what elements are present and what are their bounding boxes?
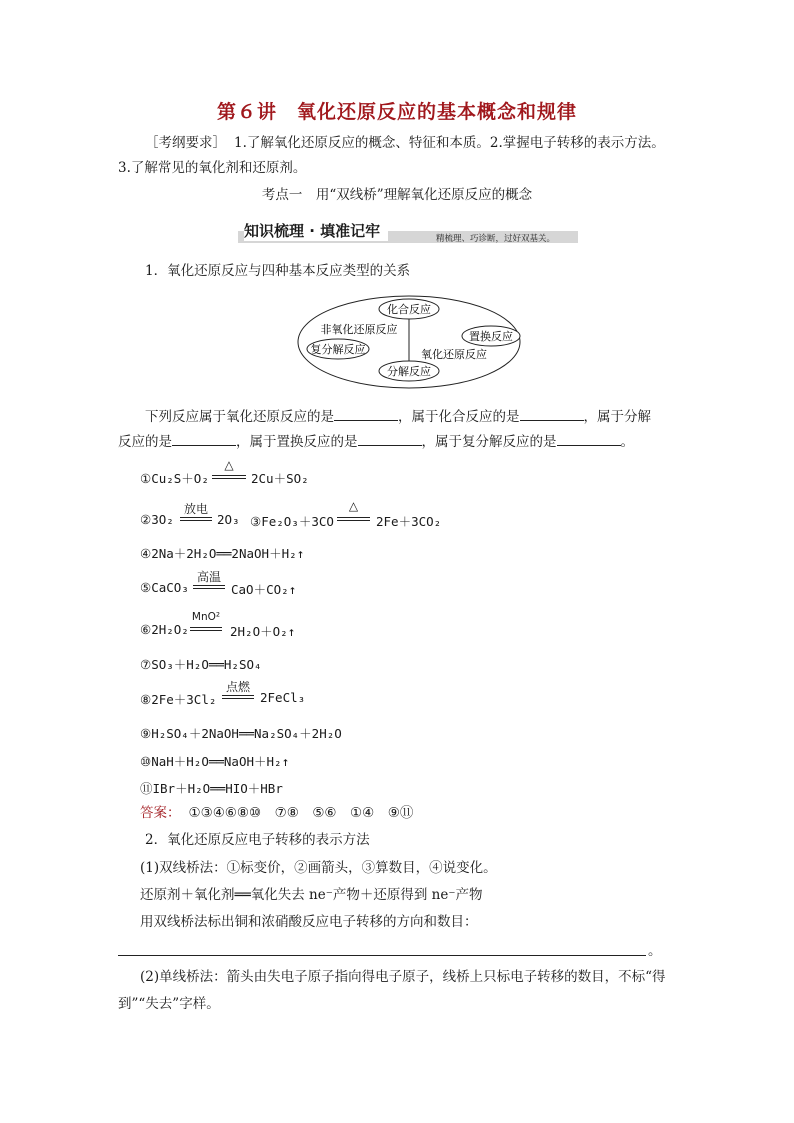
label-non-redox: 非氧化还原反应 <box>320 323 398 336</box>
reaction-1-lhs: ①Cu₂S＋O₂ <box>140 471 209 486</box>
label-redox: 氧化还原反应 <box>421 348 487 361</box>
reaction-2-rhs: 2O₃ <box>217 512 240 527</box>
section-title: 知识梳理 · 填准记牢 <box>244 220 388 241</box>
reaction-8-lhs: ⑧2Fe＋3Cl₂ <box>140 692 217 707</box>
answer-label: 答案： <box>140 805 181 821</box>
reaction-6-condition: MnO² <box>191 611 221 623</box>
label-double-decomposition: 复分解反应 <box>310 343 366 356</box>
reaction-3-condition: △ <box>348 499 359 513</box>
label-displacement: 置换反应 <box>469 330 513 343</box>
question-text-7: 。 <box>620 434 634 450</box>
blank-displacement[interactable] <box>358 431 422 446</box>
question-text-5: ，属于置换反应的是 <box>236 434 358 450</box>
reaction-5-rhs: CaO＋CO₂↑ <box>231 582 297 597</box>
answer-line[interactable] <box>118 955 646 956</box>
syllabus-label: ［考纲要求］ <box>145 135 226 151</box>
reaction-2-lhs: ②3O₂ <box>140 512 174 527</box>
answer-text: ①③④⑥⑧⑩ ⑦⑧ ⑤⑥ ①④ ⑨⑪ <box>188 805 414 821</box>
blank-redox[interactable] <box>334 406 398 421</box>
topic-heading: 考点一 用“双线桥”理解氧化还原反应的概念 <box>261 187 533 203</box>
syllabus-line-1: 1.了解氧化还原反应的概念、特征和本质。2.掌握电子转移的表示方法。 <box>234 135 665 151</box>
s2-end-mark: 。 <box>648 943 662 959</box>
reaction-9: ⑨H₂SO₄＋2NaOH══Na₂SO₄＋2H₂O <box>140 726 342 741</box>
reaction-6-rhs: 2H₂O＋O₂↑ <box>230 624 296 639</box>
question-text-3: ，属于分解 <box>583 409 651 425</box>
blank-decomposition[interactable] <box>172 431 236 446</box>
reaction-1-equals <box>212 475 246 479</box>
reaction-7: ⑦SO₃＋H₂O══H₂SO₄ <box>140 657 262 672</box>
reaction-4: ④2Na＋2H₂O══2NaOH＋H₂↑ <box>140 546 305 561</box>
reaction-types-diagram <box>296 292 522 392</box>
section-note: 精梳理、巧诊断，过好双基关。 <box>436 234 556 244</box>
label-decomposition: 分解反应 <box>387 365 431 378</box>
label-combination: 化合反应 <box>387 303 431 316</box>
answer-row <box>140 803 413 823</box>
reaction-3-equals <box>337 517 370 521</box>
reaction-6-lhs: ⑥2H₂O₂ <box>140 622 189 637</box>
reaction-5-condition: 高温 <box>196 570 221 584</box>
s2-heading: 2．氧化还原反应电子转移的表示方法 <box>145 832 370 848</box>
reaction-11: ⑪IBr＋H₂O══HIO＋HBr <box>140 781 283 796</box>
reaction-3-rhs: 2Fe＋3CO₂ <box>376 514 442 529</box>
reaction-8-equals <box>222 695 254 699</box>
s2-method-1: (1)双线桥法：①标变价，②画箭头，③算数目，④说变化。 <box>140 860 497 876</box>
blank-combination[interactable] <box>520 406 584 421</box>
s1-heading: 1．氧化还原反应与四种基本反应类型的关系 <box>145 263 411 279</box>
page-title: 第６讲 氧化还原反应的基本概念和规律 <box>216 101 577 123</box>
reaction-10: ⑩NaH＋H₂O══NaOH＋H₂↑ <box>140 754 290 769</box>
syllabus-requirements <box>145 133 665 153</box>
blank-double-decomposition[interactable] <box>557 431 621 446</box>
s2-method-2-line-1: (2)单线桥法：箭头由失电子原子指向得电子原子，线桥上只标电子转移的数目，不标“得 <box>140 969 666 985</box>
question-line-1 <box>145 406 651 427</box>
reaction-5-equals <box>193 585 225 589</box>
question-text-2: ，属于化合反应的是 <box>398 409 520 425</box>
reaction-8-rhs: 2FeCl₃ <box>260 690 306 705</box>
reaction-2-equals <box>180 517 212 521</box>
s2-rule: 还原剂＋氧化剂══氧化失去 ne⁻产物＋还原得到 ne⁻产物 <box>140 887 483 903</box>
s2-method-2-line-2: 到”“失去”字样。 <box>118 996 220 1012</box>
syllabus-line-2: 3.了解常见的氧化剂和还原剂。 <box>118 160 307 176</box>
reaction-6-equals <box>190 627 222 631</box>
reaction-8-condition: 点燃 <box>225 680 250 694</box>
question-text-4: 反应的是 <box>118 434 172 450</box>
reaction-2-condition: 放电 <box>183 502 208 516</box>
question-text-1: 下列反应属于氧化还原反应的是 <box>145 409 334 425</box>
reaction-1-condition: △ <box>224 458 234 472</box>
question-line-2 <box>118 431 634 452</box>
question-text-6: ，属于复分解反应的是 <box>421 434 557 450</box>
reaction-3-lhs: ③Fe₂O₃＋3CO <box>250 514 334 529</box>
s2-task: 用双线桥法标出铜和浓硝酸反应电子转移的方向和数目： <box>140 914 478 930</box>
reaction-5-lhs: ⑤CaCO₃ <box>140 580 189 595</box>
reaction-1-rhs: 2Cu＋SO₂ <box>251 471 309 486</box>
